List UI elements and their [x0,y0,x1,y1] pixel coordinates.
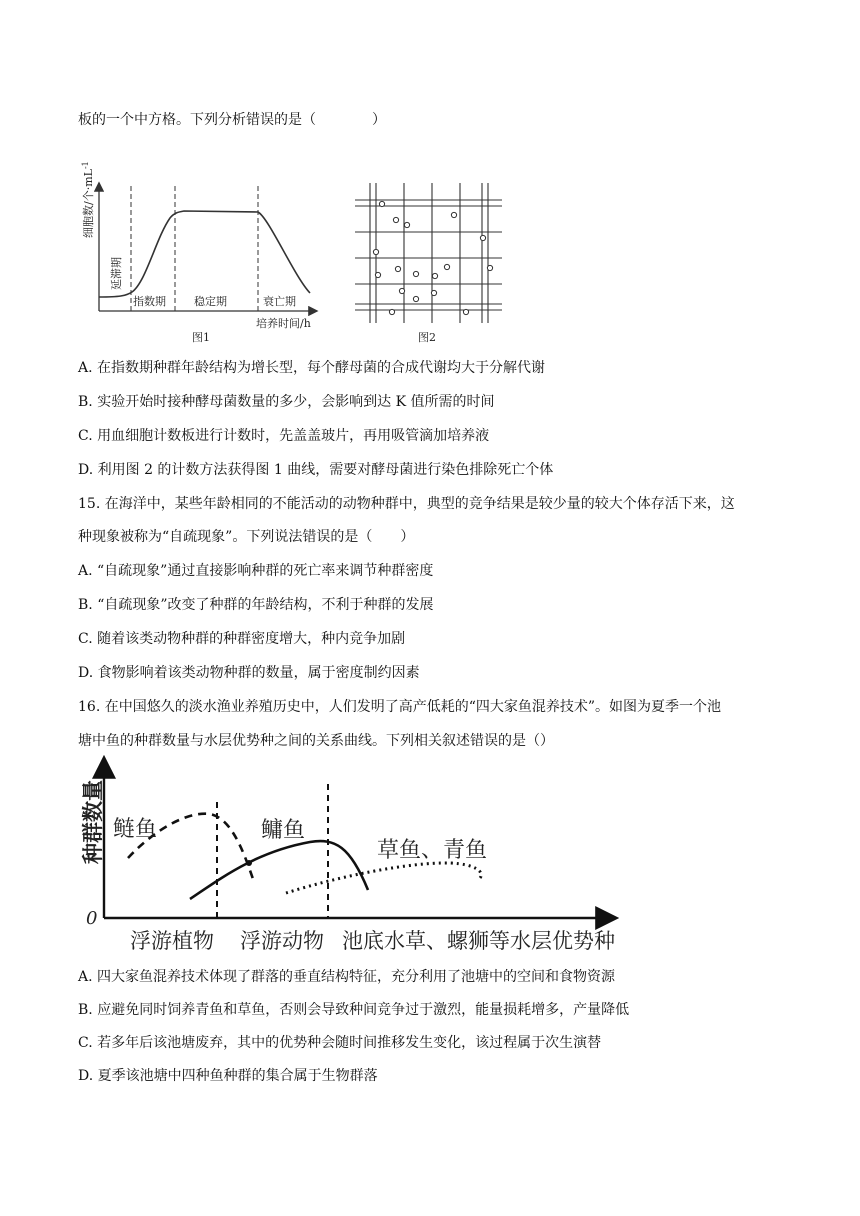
fig16-curve-grass-black-carp [286,863,481,893]
fig1-xlabel: 培养时间/h [256,317,311,330]
fig1-ylabel: 细胞数/个$\cdot mL^{-1}$ [81,161,95,238]
q16-option-b: B. 应避免同时饲养青鱼和草鱼，否则会导致种间竞争过于激烈，能量损耗增多，产量降低 [78,1002,630,1018]
q16-option-a: A. 四大家鱼混养技术体现了群落的垂直结构特征，充分利用了池塘中的空间和食物资源 [78,969,616,985]
q14-intro: 板的一个中方格。下列分析错误的是（ ） [78,112,386,128]
q16-stem-line1: 16. 在中国悠久的淡水渔业养殖历史中，人们发明了高产低耗的“四大家鱼混养技术”。如图为夏季一个池 [78,699,722,715]
fig16-ylabel: 种群数量 [80,780,105,864]
q14-option-c: C. 用血细胞计数板进行计数时，先盖盖玻片，再用吸管滴加培养液 [78,428,490,444]
fig16-label-silver-carp: 鲢鱼 [113,817,158,842]
q15-option-d: D. 食物影响着该类动物种群的数量，属于密度制约因素 [78,665,420,681]
fig16-xcat-bottom: 池底水草、螺狮等水层优势种 [342,929,615,953]
q15-stem-line2: 种现象被称为“自疏现象”。下列说法错误的是（ ） [78,529,415,545]
q16-option-d: D. 夏季该池塘中四种鱼种群的集合属于生物群落 [78,1068,378,1084]
q16-stem-line2: 塘中鱼的种群数量与水层优势种之间的关系曲线。下列相关叙述错误的是（） [78,733,554,749]
fig16-origin: 0 [86,908,98,929]
fig16-xcat-zooplankton: 浮游动物 [240,929,324,953]
fig16-xcat-phytoplankton: 浮游植物 [130,929,214,953]
q16-option-c: C. 若多年后该池塘废弃，其中的优势种会随时间推移发生变化，该过程属于次生演替 [78,1035,602,1051]
fig1-phase-decline: 衰亡期 [263,295,296,308]
q15-stem-line1: 15. 在海洋中，某些年龄相同的不能活动的动物种群中，典型的竞争结果是较少量的较大个体存活下来，这 [78,496,735,512]
q14-figure2 [352,178,508,348]
q14-option-b: B. 实验开始时接种酵母菌数量的多少，会影响到达 K 值所需的时间 [78,394,495,410]
q15-option-b: B. “自疏现象”改变了种群的年龄结构，不利于种群的发展 [78,597,434,613]
q15-option-a: A. “自疏现象”通过直接影响种群的死亡率来调节种群密度 [78,563,434,579]
q14-figure1 [74,161,326,346]
fig2-caption: 图2 [418,331,436,344]
fig1-phase-stable: 稳定期 [194,295,227,308]
q16-figure [80,754,620,960]
q14-option-a: A. 在指数期种群年龄结构为增长型，每个酵母菌的合成代谢均大于分解代谢 [78,360,546,376]
q14-option-d: D. 利用图 2 的计数方法获得图 1 曲线，需要对酵母菌进行染色排除死亡个体 [78,462,554,478]
fig16-label-grass-black-carp: 草鱼、青鱼 [377,838,488,863]
fig16-label-bighead-carp: 鳙鱼 [261,818,306,843]
fig1-caption: 图1 [192,331,210,344]
q15-option-c: C. 随着该类动物种群的种群密度增大，种内竞争加剧 [78,631,406,647]
fig1-phase-exp: 指数期 [133,295,166,308]
fig1-lag-label: 延滞期 [110,257,123,290]
